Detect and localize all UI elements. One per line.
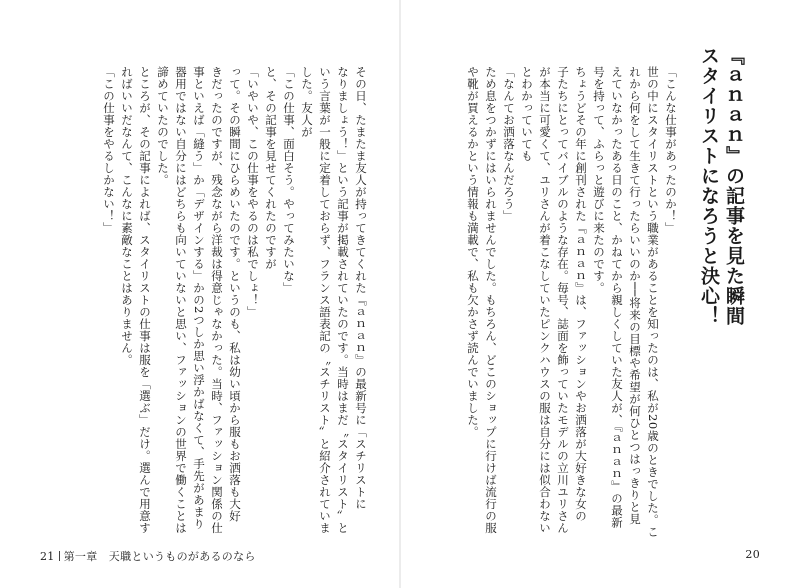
body-line: 「いやいや、この仕事をやるのは私でしょ！」 xyxy=(246,66,260,318)
heading-line: 『ａｎａｎ』の記事を見た瞬間 xyxy=(723,46,745,326)
page-gutter xyxy=(399,0,401,588)
body-line: その日、たまたま友人が持ってきてくれた『ａｎａｎ』の最新号に「スチリストに xyxy=(354,66,368,510)
body-line: 器用ではない自分にはどちらも向いていないと思い、ファッションの世界で働くことは xyxy=(174,66,188,534)
body-line: ため息をつかずにはいられませんでした。もちろん、どこのショップに行けば流行の服 xyxy=(484,66,498,534)
body-line: 「この仕事をやるしかない！」 xyxy=(102,66,116,234)
page-footer xyxy=(40,548,256,564)
body-line: とわかっていても xyxy=(520,66,534,162)
body-line: 子たちにとってバイブルのような存在。毎号、誌面を飾っていたモデルの立川ユリさん xyxy=(556,66,570,534)
body-line: ればいいだなんて、こんなに素敵なことはありません。 xyxy=(120,66,134,366)
footer-divider xyxy=(59,551,60,561)
body-line: えていなかったある日のこと、かねてから親しくしていた友人が、『ａｎａｎ』の最新 xyxy=(610,66,624,529)
body-line: きだったのですが、残念ながら洋裁は得意じゃなかった。当時、ファッション関係の仕 xyxy=(210,66,224,534)
body-line: 「こんな仕事があったのか！」 xyxy=(664,66,678,234)
running-head: 第一章 天職というものがあるのなら xyxy=(63,550,256,563)
body-line: ところが、その記事によれば、スタイリストの仕事は服を「選ぶ」だけ。選んで用意す xyxy=(138,66,152,534)
body-line: 諦めていたのでした。 xyxy=(156,66,170,186)
body-line: なりましょう！」という記事が掲載されていたのです。当時はまだ〝スタイリスト〟と xyxy=(336,66,350,534)
body-line: や靴が買えるかという情報も満載で、私も欠かさず読んでいました。 xyxy=(466,66,480,438)
body-line: って。その瞬間にひらめいたのです。というのも、私は幼い頃から服もお洒落も大好 xyxy=(228,66,242,522)
body-line: ちょうどその年に創刊された『ａｎａｎ』は、ファッションやお洒落が大好きな女の xyxy=(574,66,588,522)
body-line: いう言葉が一般に定着しておらず、フランス語表記の〝スチリスト〟と紹介されていま xyxy=(318,66,332,534)
body-line: 号を持って、ふらっと遊びに来たのです。 xyxy=(592,66,606,294)
body-line: 世の中にスタイリストという職業があることを知ったのは、私が20歳のときでした。こ xyxy=(646,66,660,538)
body-line: した。友人が xyxy=(300,66,314,138)
body-line: 「この仕事、面白そう。やってみたいな」 xyxy=(282,66,296,294)
chapter-section-heading xyxy=(696,46,746,326)
body-line: 「なんてお洒落なんだろう」 xyxy=(502,66,516,222)
body-line: が本当に可愛くて、ユリさんが着こなしていたピンクハウスの服は自分には似合わない xyxy=(538,66,552,534)
body-line: れから何をして生きて行ったらいいのか──将来の目標や希望が何ひとつはっきりと見 xyxy=(628,66,642,525)
heading-line: スタイリストになろうと決心！ xyxy=(698,46,720,326)
body-line: 事といえば「縫う」か「デザインする」かの2つしか思い浮かばなくて、手先があまり xyxy=(192,66,206,530)
page-number: 21 xyxy=(40,550,55,563)
body-line: と、その記事を見せてくれたのですが xyxy=(264,66,278,270)
left-page-body xyxy=(100,66,370,534)
page-number: 20 xyxy=(745,548,760,561)
right-page-body xyxy=(464,66,680,538)
